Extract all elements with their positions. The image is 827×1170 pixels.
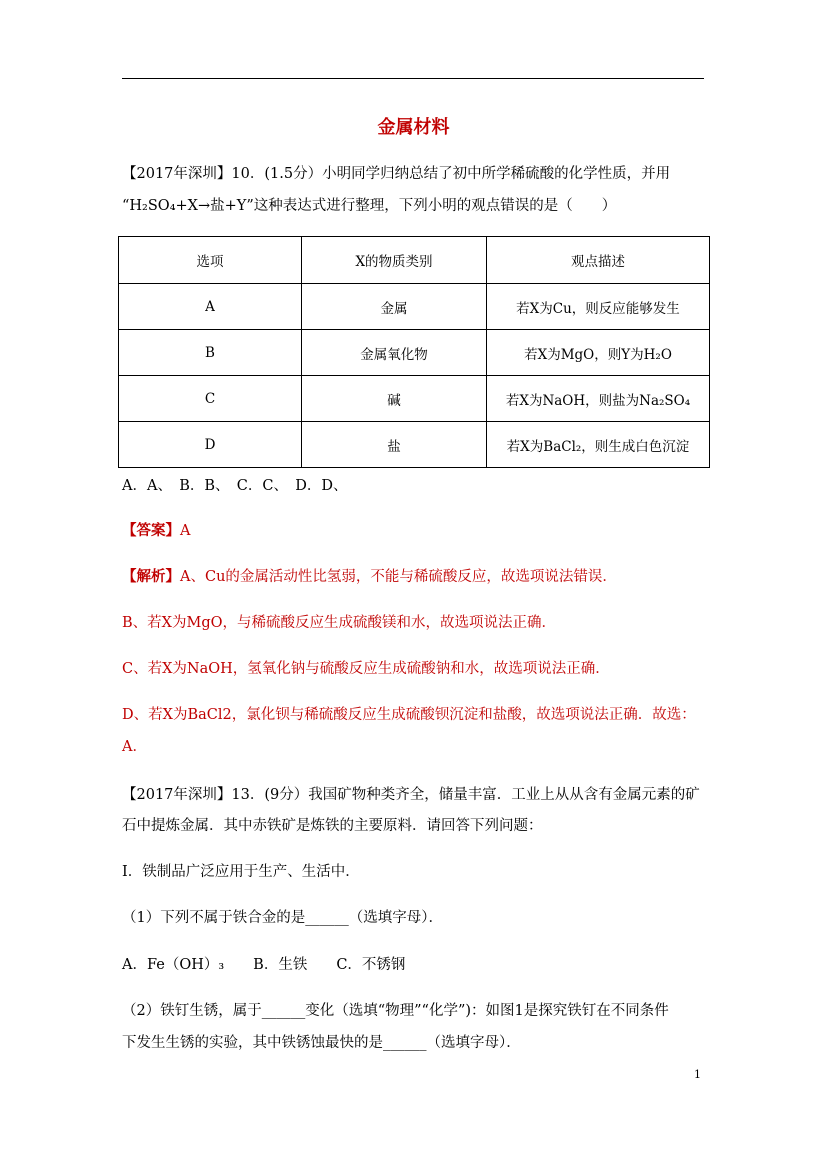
table-cell: 金属 — [302, 284, 487, 330]
table-header-cell: 观点描述 — [487, 237, 710, 284]
analysis-line-c: C、若X为NaOH，氢氧化钠与硫酸反应生成硫酸钠和水，故选项说法正确． — [122, 661, 610, 677]
table-cell: 若X为Cu，则反应能够发生 — [487, 284, 710, 330]
q13-sub-2-line-2: 下发生生锈的实验，其中铁锈蚀最快的是______（选填字母）． — [122, 1035, 521, 1051]
q10-line-1: 【2017年深圳】10．(1.5分）小明同学归纳总结了初中所学稀硫酸的化学性质，并用 — [122, 166, 671, 182]
answer-line — [122, 521, 190, 541]
answer-label: 【答案】 — [122, 522, 180, 539]
q13-sub-1: （1）下列不属于铁合金的是______（选填字母）． — [122, 910, 443, 926]
q13-sub-2-line-1: （2）铁钉生锈，属于______变化（选填“物理”“化学”)：如图1是探究铁钉在不同条件 — [122, 1003, 669, 1019]
analysis-line-d1: D、若X为BaCl2，氯化钡与稀硫酸反应生成硫酸钡沉淀和盐酸，故选项说法正确．故选： — [122, 707, 696, 723]
q10-line-2: “H₂SO₄+X→盐+Y”这种表达式进行整理，下列小明的观点错误的是（ ） — [122, 198, 617, 214]
table-row — [119, 422, 710, 468]
q13-sub-1-options: A．Fe（OH）₃ B．生铁 C．不锈钢 — [122, 957, 406, 973]
table-cell: 盐 — [302, 422, 487, 468]
table-header-cell: X的物质类别 — [302, 237, 487, 284]
page-number: 1 — [694, 1068, 701, 1081]
analysis-line-a — [122, 567, 617, 587]
table-cell: 若X为MgO，则Y为H₂O — [487, 330, 710, 376]
table-header-row — [119, 237, 710, 284]
table-cell: 金属氧化物 — [302, 330, 487, 376]
table-cell: A — [119, 284, 302, 330]
analysis-a-text: A、Cu的金属活动性比氢弱，不能与稀硫酸反应，故选项说法错误． — [180, 569, 617, 585]
document-title: 金属材料 — [377, 117, 450, 138]
table-header-cell: 选项 — [119, 237, 302, 284]
options-table — [118, 236, 710, 468]
table-cell: B — [119, 330, 302, 376]
answer-value: A — [180, 523, 191, 539]
answer-options: A．A、 B．B、 C．C、 D．D、 — [122, 478, 348, 494]
q13-line-2: 石中提炼金属．其中赤铁矿是炼铁的主要原料．请回答下列问题： — [122, 818, 543, 834]
header-rule — [122, 78, 704, 79]
table-cell: C — [119, 376, 302, 422]
analysis-line-b: B、若X为MgO，与稀硫酸反应生成硫酸镁和水，故选项说法正确． — [122, 615, 556, 631]
table-cell: 碱 — [302, 376, 487, 422]
q13-line-1: 【2017年深圳】13．(9分）我国矿物种类齐全，储量丰富．工业上从从含有金属元素的矿 — [122, 787, 700, 803]
analysis-line-d2: A． — [122, 739, 147, 755]
table-cell: 若X为BaCl₂，则生成白色沉淀 — [487, 422, 710, 468]
table-row — [119, 376, 710, 422]
table-row — [119, 330, 710, 376]
analysis-label: 【解析】 — [122, 568, 180, 585]
q13-part-1: I．铁制品广泛应用于生产、生活中． — [122, 864, 360, 880]
table-cell: 若X为NaOH，则盐为Na₂SO₄ — [487, 376, 710, 422]
table-cell: D — [119, 422, 302, 468]
table-row — [119, 284, 710, 330]
